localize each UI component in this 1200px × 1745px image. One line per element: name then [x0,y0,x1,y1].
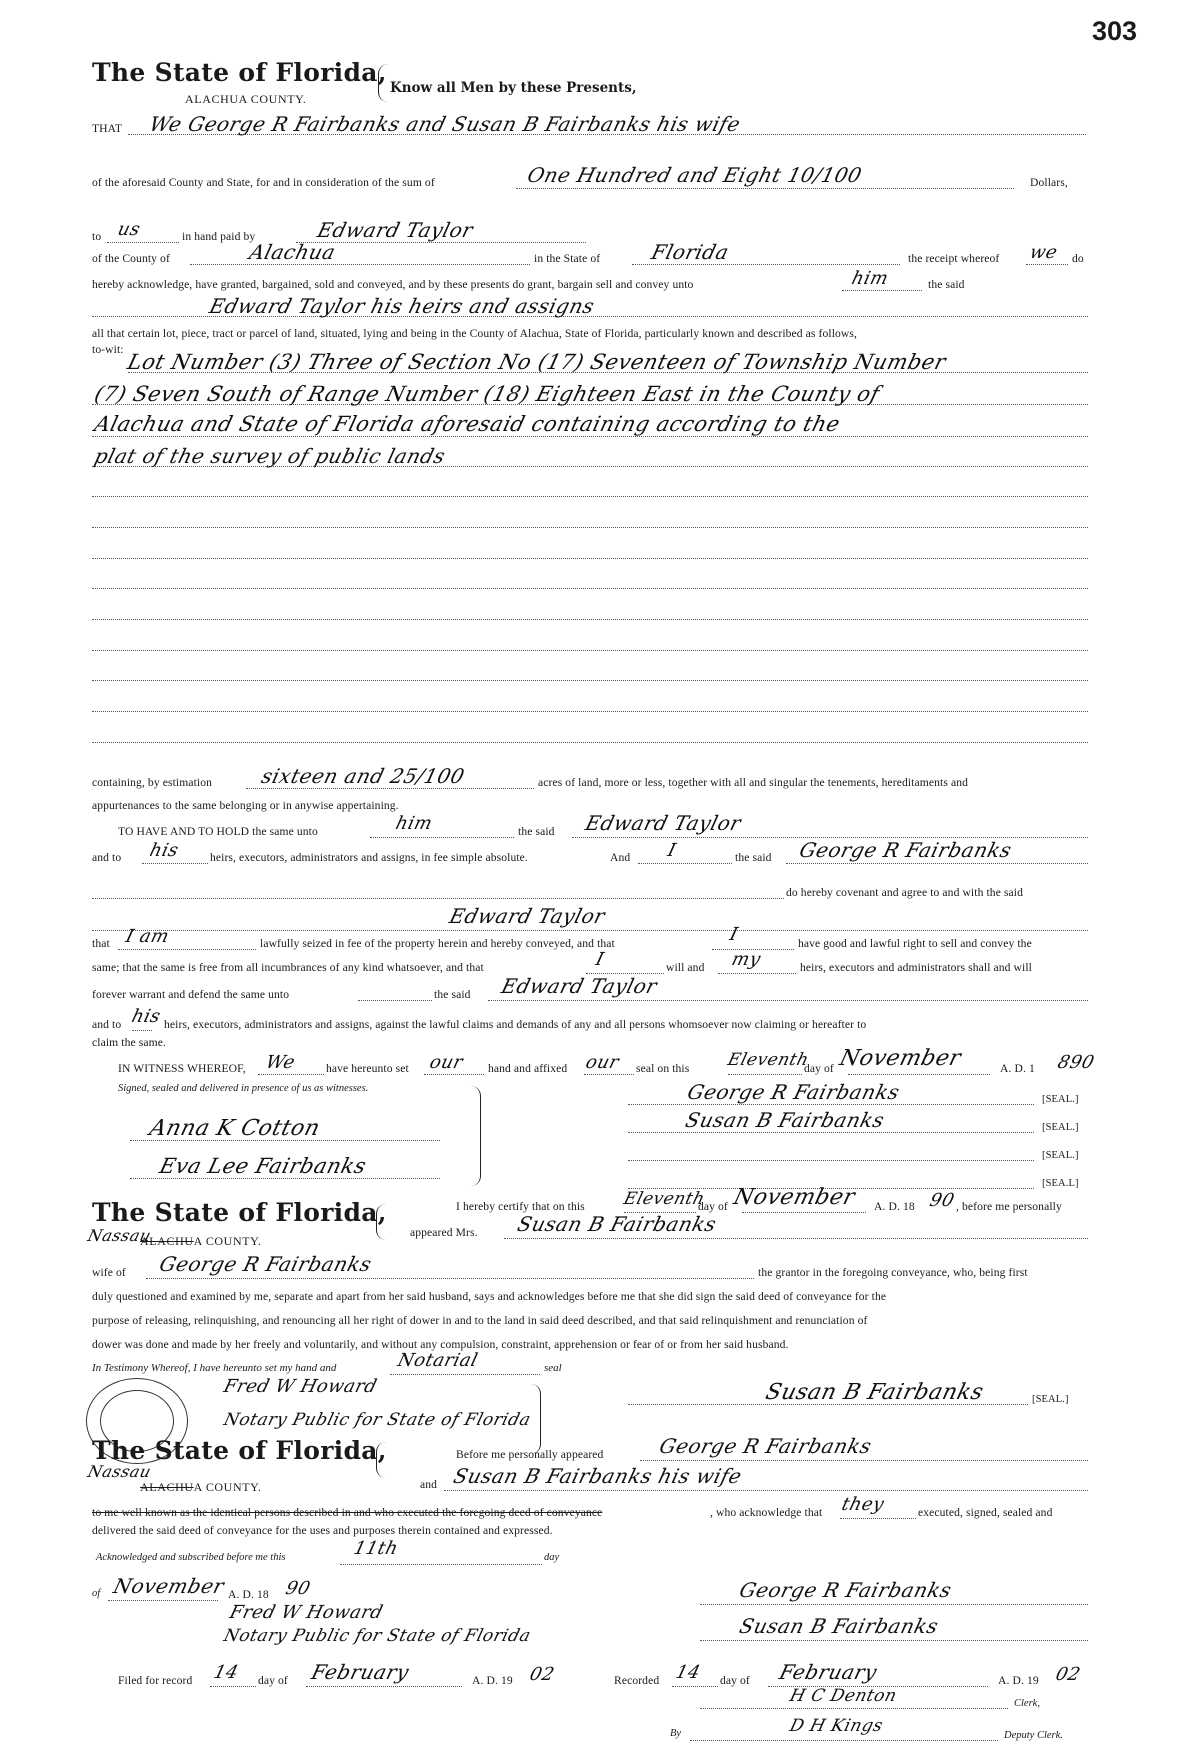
heirs-text: heirs, executors, administrators and assigns, in fee simple absolute. [210,851,528,864]
day-of-label: day of [804,1062,834,1075]
witness-our-handwritten: our [427,1052,466,1073]
cert-paragraph-line-3: purpose of releasing, relinquishing, and renouncing all her right of dower in and to the land in said deed described, and that said relinquishment and renunciation of [92,1314,868,1327]
fill-line [640,1460,1088,1461]
fill-line [92,558,1088,559]
witness-we-handwritten: We [263,1052,298,1073]
fill-line [92,650,1088,651]
receipt-label: the receipt whereof [908,252,1000,265]
cert-paragraph-line-2: duly questioned and examined by me, separate and apart from her said husband, says and acknowledges before me that she did sign the said deed of conveyance for the [92,1290,887,1303]
ack-month-handwritten: November [111,1574,227,1598]
witness-month-handwritten: November [837,1046,964,1071]
fill-line [340,1564,542,1565]
fill-line [718,973,796,974]
good-right-text: have good and lawful right to sell and convey the [798,937,1032,950]
struck-county: ALACHU [140,1234,194,1248]
ack-and-handwritten: Susan B Fairbanks his wife [451,1464,745,1488]
testimony-label: In Testimony Whereof, I have hereunto set my hand and [92,1362,337,1374]
recorded-month-handwritten: February [777,1660,880,1684]
covenant-text: do hereby covenant and agree to and with the said [786,886,1024,899]
acknowledge-text: hereby acknowledge, have granted, bargained, sold and conveyed, and by these presents do grant, bargain sell and convey unto [92,278,694,291]
fill-line [444,1490,1088,1491]
seized-text: lawfully seized in fee of the property herein and hereby conveyed, and that [260,937,615,950]
appeared-label: appeared Mrs. [410,1226,478,1239]
cert-heading: The State of Florida, [92,1198,387,1227]
fill-line [628,1132,1034,1133]
and-to-handwritten: his [147,840,181,861]
do-label: do [1072,252,1084,265]
before-me-text: , before me personally [956,1200,1062,1213]
forever-said: the said [434,988,471,1001]
fill-line [848,1074,990,1075]
filed-ad-label: A. D. 19 [472,1674,513,1687]
and-label: And [610,851,631,864]
hereby-certify-label: I hereby certify that on this [456,1200,585,1213]
hand-label: hand and affixed [488,1062,568,1075]
ack-year-handwritten: 90 [283,1578,313,1599]
containing-label: containing, by estimation [92,776,213,789]
cert-day-handwritten: Eleventh [621,1189,707,1209]
description-line-2: (7) Seven South of Range Number (18) Eighteen East in the County of [92,382,883,406]
fill-line [358,1000,432,1001]
cert-county-label [140,1234,261,1249]
fill-line [210,1686,256,1687]
fill-line [504,1238,1088,1239]
seal-label: [SEAL.] [1032,1394,1069,1405]
county-rest: A COUNTY. [193,1234,262,1248]
fill-line [92,742,1088,743]
fill-line [700,1640,1088,1641]
consideration-text: of the aforesaid County and State, for and in consideration of the sum of [92,176,435,189]
fill-line [690,1740,998,1741]
unto-handwritten: him [849,268,891,289]
free-handwritten: I [593,949,607,970]
seal-label: [SEAL.] [1042,1122,1079,1133]
ack-they-handwritten: they [839,1494,887,1515]
fill-line [516,188,1014,189]
acres-text: acres of land, more or less, together with all and singular the tenements, hereditaments and [538,776,968,789]
before-me-label: Before me personally appeared [456,1448,604,1461]
clerk-label: Clerk, [1014,1698,1040,1709]
forever-handwritten: Edward Taylor [499,974,660,998]
fill-line [628,1160,1034,1161]
county-heading: ALACHUA COUNTY. [185,92,307,106]
cert-paragraph-line-4: dower was done and made by her freely and voluntarily, and without any compulsion, constraint, apprehension or fear of or from her said husband. [92,1338,789,1351]
fill-line [132,1030,152,1031]
cert-year-handwritten: 90 [927,1190,957,1211]
recorded-ad-label: A. D. 19 [998,1674,1039,1687]
to-handwritten: us [115,219,143,240]
fill-line [742,1212,866,1213]
fill-line [584,1074,634,1075]
brace [378,64,389,102]
cert-notary-title: Notary Public for State of Florida [221,1410,533,1430]
fill-line [108,1600,218,1601]
the-said-label: the said [928,278,965,291]
said-handwritten-2: George R Fairbanks [797,838,1015,862]
fill-line [632,264,900,265]
county-of-label: of the County of [92,252,170,265]
seal-on-label: seal on this [636,1062,690,1075]
filed-day-of: day of [258,1674,288,1687]
ack-and-label: and [420,1478,438,1491]
witness-our2-handwritten: our [583,1052,622,1073]
ack-county-label [140,1480,261,1495]
grantee-handwritten: Edward Taylor his heirs and assigns [207,294,597,318]
brace [376,1442,387,1478]
witness-2-signature: Eva Lee Fairbanks [157,1154,369,1178]
that-label: THAT [92,122,123,135]
free-text: same; that the same is free from all incumbrances of any kind whatsoever, and that [92,961,484,974]
county-handwritten: Alachua [247,240,339,264]
filed-year-handwritten: 02 [527,1664,557,1685]
delivered-text: delivered the said deed of conveyance for the uses and purposes therein contained and expressed. [92,1524,553,1537]
executed-text: executed, signed, sealed and [918,1506,1053,1519]
dollars-label: Dollars, [1030,176,1068,189]
brace [470,1086,481,1186]
county-rest: A COUNTY. [193,1480,262,1494]
recorded-day-of: day of [720,1674,750,1687]
struck-county: ALACHU [140,1480,194,1494]
brace [530,1384,541,1454]
fill-line [628,1104,1034,1105]
appeared-handwritten: Susan B Fairbanks [515,1212,719,1236]
to-wit-label: to-wit: [92,343,124,356]
said-handwritten: Edward Taylor [583,811,744,835]
wife-of-label: wife of [92,1266,126,1279]
that-handwritten-2: I am [123,926,172,947]
witness-day-handwritten: Eleventh [725,1050,811,1070]
and-to-label: and to [92,851,122,864]
ack-heading: The State of Florida, [92,1436,387,1465]
grantor-2-signature: Susan B Fairbanks [683,1108,887,1132]
ack-ad-label: A. D. 18 [228,1588,269,1601]
fill-line [92,527,1088,528]
notarial-handwritten: Notarial [395,1350,481,1371]
witness-1-signature: Anna K Cotton [147,1116,323,1141]
deputy-signature: D H Kings [787,1716,886,1736]
fill-line [842,290,922,291]
claim-text: claim the same. [92,1036,166,1049]
fill-line [92,930,1088,931]
seal-label: [SEAL.] [1042,1094,1079,1105]
fill-line [306,1686,462,1687]
lot-description-intro: all that certain lot, piece, tract or parcel of land, situated, lying and being in the County of Alachua, State of Florida, particularly known and described as follows, [92,327,858,340]
seal-label: [SEA.L] [1042,1178,1079,1189]
receipt-handwritten: we [1027,242,1060,263]
state-handwritten: Florida [649,240,732,264]
deed-heading: The State of Florida, [92,58,387,87]
ack-day-handwritten: 11th [351,1538,401,1559]
fill-line [142,863,208,864]
recorded-day-handwritten: 14 [673,1662,703,1683]
description-line-3: Alachua and State of Florida aforesaid containing according to the [92,412,843,436]
signed-sealed-label: Signed, sealed and delivered in presence of us as witnesses. [118,1083,369,1094]
wife-of-handwritten: George R Fairbanks [157,1252,375,1276]
ack-of-label: of [92,1588,101,1599]
know-all-men: Know all Men by these Presents, [390,80,637,96]
heirs-text-3: heirs, executors, administrators and assigns, against the lawful claims and demands of any and all persons whomsoever now claiming or hereafter to [164,1018,867,1031]
and-to-handwritten-2: his [129,1006,163,1027]
paid-by-label: in hand paid by [182,230,256,243]
fill-line [246,788,534,789]
said-label-2: the said [735,851,772,864]
fill-line [700,1708,1008,1709]
description-line-4: plat of the survey of public lands [92,444,448,468]
who-acknowledge-text: , who acknowledge that [710,1506,823,1519]
seal-word: seal [544,1362,562,1374]
ack-notary-title: Notary Public for State of Florida [221,1626,533,1646]
fill-line [258,1074,324,1075]
fill-line [146,1278,754,1279]
fill-line [840,1518,916,1519]
fill-line [488,1000,1088,1001]
filed-day-handwritten: 14 [211,1662,241,1683]
will-handwritten: my [729,949,763,970]
fill-line [370,837,514,838]
ack-subscribed-label: Acknowledged and subscribed before me this [96,1552,286,1563]
ack-day-word: day [544,1552,560,1563]
fill-line [424,1074,484,1075]
ack-county-handwritten: Nassau [85,1462,154,1481]
fill-line [130,1178,440,1179]
said-label: the said [518,825,555,838]
cert-county-handwritten: Nassau [85,1226,154,1245]
fill-line [390,1374,540,1375]
by-label: By [670,1728,682,1739]
that-label-2: that [92,937,110,950]
grantors-handwritten: We George R Fairbanks and Susan B Fairbanks his wife [147,112,744,136]
to-label: to [92,230,102,243]
page-number: 303 [1092,16,1138,46]
appurtenances-text: appurtenances to the same belonging or in anywise appertaining. [92,799,399,812]
have-hold-label: TO HAVE AND TO HOLD the same unto [118,825,318,838]
cert-notary-signature: Fred W Howard [221,1376,380,1397]
fill-line [672,1686,718,1687]
cert-month-handwritten: November [731,1185,858,1210]
brace [376,1204,387,1240]
filed-month-handwritten: February [309,1660,412,1684]
ack-before-handwritten: George R Fairbanks [657,1434,875,1458]
and-handwritten: I [665,840,679,861]
fill-line [190,264,530,265]
fill-line [92,898,784,899]
clerk-signature: H C Denton [787,1686,899,1706]
fill-line [728,1074,802,1075]
recorded-year-handwritten: 02 [1053,1664,1083,1685]
deputy-clerk-label: Deputy Clerk. [1004,1730,1063,1741]
fill-line [92,436,1088,437]
struck-identical-persons: to me well known as the identical persons described in and who executed the foregoing deed of conveyance [92,1506,603,1519]
state-of-label: in the State of [534,252,601,265]
fill-line [92,680,1088,681]
seized-handwritten: I [727,924,741,945]
paid-by-handwritten: Edward Taylor [315,218,476,242]
fill-line [107,242,179,243]
recorded-label: Recorded [614,1674,660,1687]
sum-handwritten: One Hundred and Eight 10/100 [525,163,865,187]
fill-line [92,711,1088,712]
grantor-text: the grantor in the foregoing conveyance, who, being first [758,1266,1028,1279]
fill-line [1026,264,1068,265]
forever-text: forever warrant and defend the same unto [92,988,290,1001]
covenant-handwritten: Edward Taylor [447,904,608,928]
ad-label: A. D. 1 [1000,1062,1035,1075]
fill-line [92,619,1088,620]
and-to-label-2: and to [92,1018,122,1031]
cert-day-of: day of [698,1200,728,1213]
fill-line [786,863,1088,864]
heirs-text-2: heirs, executors and administrators shall and will [800,961,1032,974]
fill-line [296,242,586,243]
have-hold-handwritten: him [393,813,435,834]
fill-line [92,496,1088,497]
ack-notary-signature: Fred W Howard [227,1602,386,1623]
seal-label: [SEAL.] [1042,1150,1079,1161]
acres-handwritten: sixteen and 25/100 [259,764,468,788]
in-witness-label: IN WITNESS WHEREOF, [118,1062,246,1075]
witness-year-handwritten: 890 [1055,1052,1097,1073]
filed-label: Filed for record [118,1674,193,1687]
will-and-text: will and [666,961,705,974]
ack-signature-2: Susan B Fairbanks [737,1614,941,1638]
fill-line [118,949,256,950]
cert-ad-label: A. D. 18 [874,1200,915,1213]
fill-line [638,863,732,864]
description-line-1: Lot Number (3) Three of Section No (17) Seventeen of Township Number [125,350,949,374]
cert-wife-signature: Susan B Fairbanks [763,1380,987,1405]
set-label: have hereunto set [326,1062,409,1075]
grantor-1-signature: George R Fairbanks [685,1080,903,1104]
fill-line [700,1604,1088,1605]
ack-signature-1: George R Fairbanks [737,1578,955,1602]
fill-line [92,588,1088,589]
